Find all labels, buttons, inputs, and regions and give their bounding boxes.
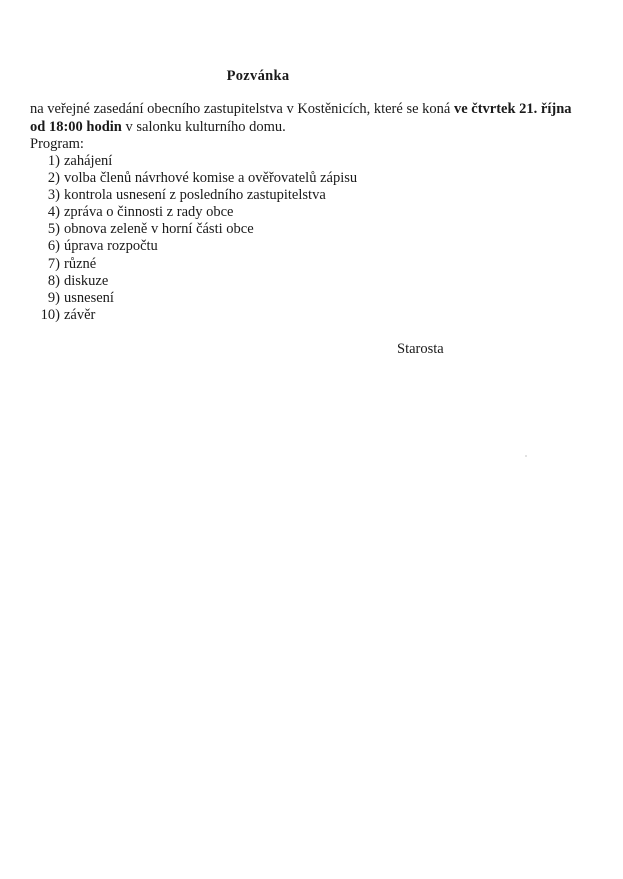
agenda-item-number: 4)	[47, 204, 60, 221]
document-title: Pozvánka	[226, 68, 290, 84]
agenda-item-text: úprava rozpočtu	[64, 238, 158, 255]
agenda-item-number: 7)	[47, 255, 60, 272]
agenda-item-text: zahájení	[64, 153, 113, 169]
agenda-item-text: různé	[64, 255, 97, 272]
agenda-item-number: 2)	[47, 170, 60, 187]
agenda-item	[30, 290, 357, 307]
signature-label: Starosta	[397, 341, 444, 357]
agenda-item	[30, 307, 357, 324]
agenda-item-text: zpráva o činnosti z rady obce	[64, 204, 234, 221]
scan-speck	[525, 455, 527, 457]
agenda-item-number: 3)	[47, 187, 60, 204]
agenda-item-text: usnesení	[64, 289, 114, 306]
agenda-item	[30, 187, 357, 204]
agenda-item-number: 10)	[40, 306, 60, 323]
agenda-item	[30, 273, 357, 290]
agenda-item	[30, 221, 357, 238]
intro-date-time: ve čtvrtek 21. října od 18:00 hodin	[30, 101, 572, 135]
program-label: Program:	[30, 136, 84, 152]
agenda-item-number: 1)	[47, 153, 60, 169]
agenda-item	[30, 256, 357, 273]
agenda-item	[30, 204, 357, 221]
agenda-item	[30, 170, 357, 187]
agenda-item-number: 6)	[47, 238, 60, 255]
agenda-item-text: kontrola usnesení z posledního zastupitelstva	[64, 187, 326, 204]
intro-text-before: na veřejné zasedání obecního zastupitelstva v Kostěnicích, které se koná	[30, 101, 454, 117]
agenda-list	[30, 153, 357, 324]
agenda-item	[30, 238, 357, 255]
agenda-item	[30, 153, 357, 170]
intro-text-after: v salonku kulturního domu.	[121, 118, 286, 135]
invitation-paragraph	[30, 101, 590, 136]
agenda-item-text: závěr	[64, 306, 96, 323]
agenda-item-text: diskuze	[64, 272, 109, 289]
agenda-item-number: 9)	[47, 289, 60, 306]
agenda-item-text: obnova zeleně v horní části obce	[64, 221, 254, 238]
agenda-item-number: 5)	[47, 221, 60, 238]
agenda-item-text: volba členů návrhové komise a ověřovatelů zápisu	[64, 170, 358, 187]
agenda-item-number: 8)	[47, 272, 60, 289]
